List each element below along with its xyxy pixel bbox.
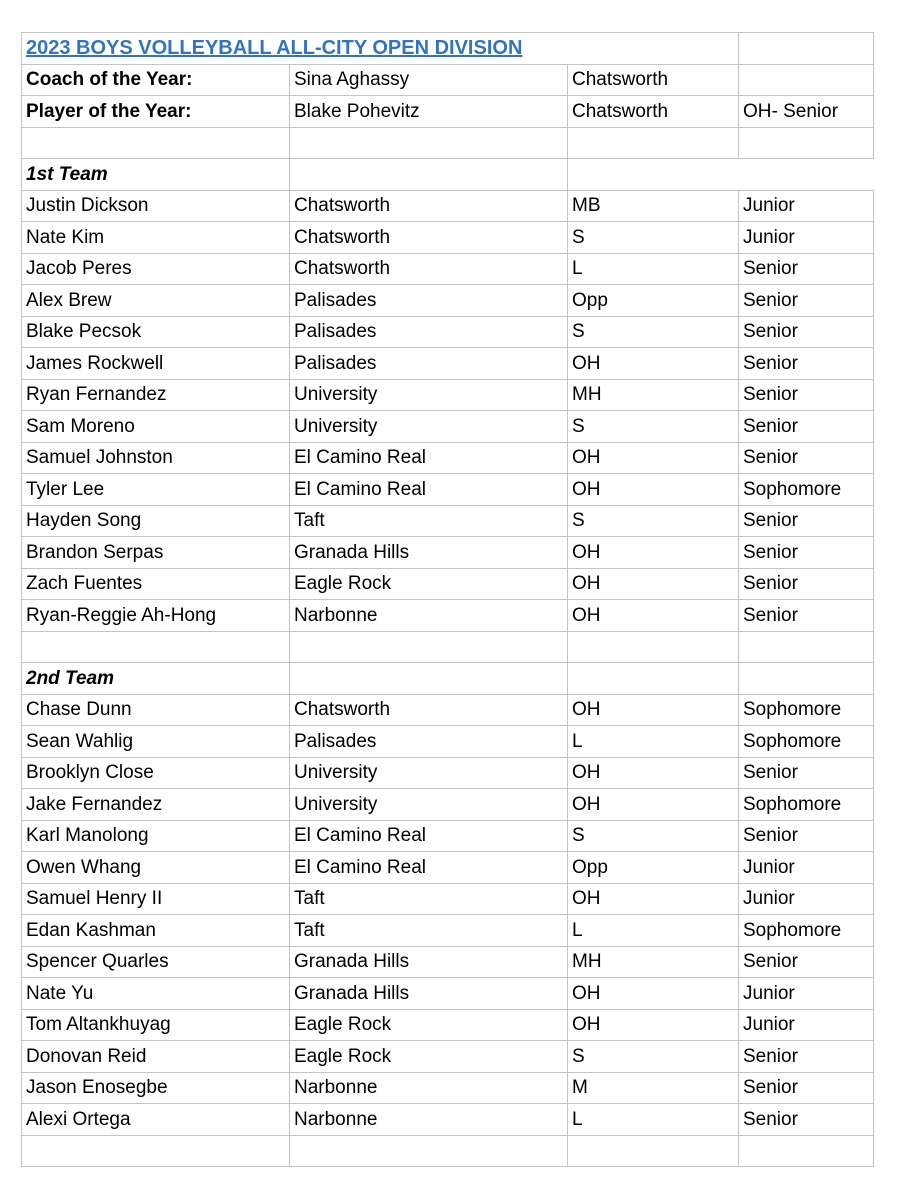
player-row	[22, 852, 874, 884]
player-year-cell[interactable]: Senior	[739, 348, 874, 380]
player-school-cell[interactable]: University	[290, 379, 568, 411]
player-school-cell[interactable]: University	[290, 789, 568, 821]
player-row	[22, 789, 874, 821]
empty-cell[interactable]	[290, 1135, 568, 1167]
player-school-cell[interactable]: Eagle Rock	[290, 1009, 568, 1041]
player-name-cell[interactable]: Edan Kashman	[22, 915, 290, 947]
player-position-cell[interactable]: MH	[568, 379, 739, 411]
empty-cell[interactable]	[568, 159, 739, 191]
player-name-cell[interactable]: Nate Yu	[22, 978, 290, 1010]
player-row	[22, 222, 874, 254]
player-name-cell[interactable]: Chase Dunn	[22, 694, 290, 726]
player-position-cell[interactable]: OH	[568, 1009, 739, 1041]
player-name-cell[interactable]: Justin Dickson	[22, 190, 290, 222]
section-heading-second-team[interactable]: 2nd Team	[22, 663, 290, 695]
player-name-cell[interactable]: Tyler Lee	[22, 474, 290, 506]
player-year-cell[interactable]: Junior	[739, 883, 874, 915]
player-position-cell[interactable]: S	[568, 1041, 739, 1073]
player-name-cell[interactable]: Nate Kim	[22, 222, 290, 254]
player-year-cell[interactable]: Junior	[739, 978, 874, 1010]
player-position-cell[interactable]: S	[568, 222, 739, 254]
player-name-cell[interactable]: Ryan Fernandez	[22, 379, 290, 411]
player-year-cell[interactable]: Senior	[739, 285, 874, 317]
player-position-cell[interactable]: L	[568, 726, 739, 758]
player-year-cell[interactable]: Senior	[739, 568, 874, 600]
player-school-cell[interactable]: Taft	[290, 505, 568, 537]
player-name-cell[interactable]: Karl Manolong	[22, 820, 290, 852]
empty-cell[interactable]	[739, 1135, 874, 1167]
empty-cell[interactable]	[568, 631, 739, 663]
player-year-cell[interactable]: Senior	[739, 1104, 874, 1136]
empty-cell[interactable]	[290, 663, 568, 695]
player-name-cell[interactable]: Spencer Quarles	[22, 946, 290, 978]
player-row	[22, 505, 874, 537]
award-label-cell[interactable]: Player of the Year:	[22, 96, 290, 128]
player-school-cell[interactable]: El Camino Real	[290, 474, 568, 506]
first-team-rows	[22, 190, 874, 631]
player-position-cell[interactable]: S	[568, 505, 739, 537]
empty-cell[interactable]	[739, 33, 874, 65]
empty-cell[interactable]	[739, 127, 874, 159]
player-school-cell[interactable]: Granada Hills	[290, 946, 568, 978]
player-position-cell[interactable]: OH	[568, 568, 739, 600]
empty-cell[interactable]	[290, 159, 568, 191]
player-row	[22, 379, 874, 411]
player-year-cell[interactable]: Sophomore	[739, 474, 874, 506]
title-row	[22, 33, 874, 65]
player-position-cell[interactable]: L	[568, 915, 739, 947]
player-school-cell[interactable]: Palisades	[290, 348, 568, 380]
section-heading-first-team[interactable]: 1st Team	[22, 159, 290, 191]
player-position-cell[interactable]: S	[568, 411, 739, 443]
title-cell[interactable]	[22, 33, 739, 65]
player-name-cell[interactable]: Donovan Reid	[22, 1041, 290, 1073]
award-row-coach	[22, 64, 874, 96]
player-school-cell[interactable]: Chatsworth	[290, 253, 568, 285]
player-year-cell[interactable]: Senior	[739, 505, 874, 537]
player-school-cell[interactable]: University	[290, 757, 568, 789]
player-position-cell[interactable]: OH	[568, 978, 739, 1010]
player-school-cell[interactable]: Taft	[290, 883, 568, 915]
spacer-row	[22, 1135, 874, 1167]
player-name-cell[interactable]: Blake Pecsok	[22, 316, 290, 348]
player-row	[22, 1104, 874, 1136]
player-position-cell[interactable]: OH	[568, 537, 739, 569]
all-city-roster-table	[21, 32, 874, 1167]
player-name-cell[interactable]: Hayden Song	[22, 505, 290, 537]
player-school-cell[interactable]: University	[290, 411, 568, 443]
player-position-cell[interactable]: OH	[568, 600, 739, 632]
empty-cell[interactable]	[568, 663, 739, 695]
player-name-cell[interactable]: James Rockwell	[22, 348, 290, 380]
player-school-cell[interactable]: Eagle Rock	[290, 1041, 568, 1073]
player-school-cell[interactable]: El Camino Real	[290, 442, 568, 474]
section-row-second-team	[22, 663, 874, 695]
empty-cell[interactable]	[22, 1135, 290, 1167]
section-row-first-team	[22, 159, 874, 191]
player-school-cell[interactable]: Granada Hills	[290, 978, 568, 1010]
player-name-cell[interactable]: Ryan-Reggie Ah-Hong	[22, 600, 290, 632]
player-row	[22, 442, 874, 474]
player-name-cell[interactable]: Jacob Peres	[22, 253, 290, 285]
player-position-cell[interactable]: L	[568, 1104, 739, 1136]
player-name-cell[interactable]: Zach Fuentes	[22, 568, 290, 600]
player-year-cell[interactable]: Senior	[739, 379, 874, 411]
player-school-cell[interactable]: Palisades	[290, 285, 568, 317]
award-row-player	[22, 96, 874, 128]
empty-cell[interactable]	[290, 127, 568, 159]
player-row	[22, 915, 874, 947]
second-team-rows	[22, 694, 874, 1135]
award-extra-cell[interactable]	[739, 64, 874, 96]
player-school-cell[interactable]: Palisades	[290, 726, 568, 758]
player-school-cell[interactable]: Eagle Rock	[290, 568, 568, 600]
player-row	[22, 820, 874, 852]
player-row	[22, 568, 874, 600]
player-row	[22, 757, 874, 789]
player-name-cell[interactable]: Alexi Ortega	[22, 1104, 290, 1136]
player-row	[22, 348, 874, 380]
player-year-cell[interactable]: Sophomore	[739, 694, 874, 726]
player-position-cell[interactable]: Opp	[568, 285, 739, 317]
player-row	[22, 1072, 874, 1104]
empty-cell[interactable]	[739, 631, 874, 663]
spacer-row	[22, 127, 874, 159]
player-name-cell[interactable]: Sean Wahlig	[22, 726, 290, 758]
player-year-cell[interactable]: Senior	[739, 600, 874, 632]
player-position-cell[interactable]: OH	[568, 883, 739, 915]
player-school-cell[interactable]: Chatsworth	[290, 694, 568, 726]
player-name-cell[interactable]: Alex Brew	[22, 285, 290, 317]
player-name-cell[interactable]: Brooklyn Close	[22, 757, 290, 789]
player-name-cell[interactable]: Tom Altankhuyag	[22, 1009, 290, 1041]
player-row	[22, 316, 874, 348]
player-year-cell[interactable]: Junior	[739, 1009, 874, 1041]
player-name-cell[interactable]: Samuel Henry II	[22, 883, 290, 915]
award-school-cell[interactable]: Chatsworth	[568, 96, 739, 128]
player-name-cell[interactable]: Sam Moreno	[22, 411, 290, 443]
spacer-row	[22, 631, 874, 663]
roster-table-body	[22, 33, 874, 191]
player-year-cell[interactable]: Junior	[739, 190, 874, 222]
player-row	[22, 1041, 874, 1073]
player-name-cell[interactable]: Jason Enosegbe	[22, 1072, 290, 1104]
player-row	[22, 883, 874, 915]
player-row	[22, 1009, 874, 1041]
player-position-cell[interactable]: L	[568, 253, 739, 285]
player-row	[22, 600, 874, 632]
player-row	[22, 190, 874, 222]
player-school-cell[interactable]: El Camino Real	[290, 852, 568, 884]
player-school-cell[interactable]: Narbonne	[290, 1104, 568, 1136]
player-position-cell[interactable]: MH	[568, 946, 739, 978]
player-school-cell[interactable]: Chatsworth	[290, 222, 568, 254]
section-break	[22, 631, 874, 694]
player-year-cell[interactable]: Senior	[739, 411, 874, 443]
trailing-rows	[22, 1135, 874, 1167]
award-school-cell[interactable]: Chatsworth	[568, 64, 739, 96]
player-year-cell[interactable]: Senior	[739, 537, 874, 569]
player-row	[22, 694, 874, 726]
empty-cell[interactable]	[22, 127, 290, 159]
player-school-cell[interactable]: Taft	[290, 915, 568, 947]
player-year-cell[interactable]: Senior	[739, 757, 874, 789]
award-name-cell[interactable]: Sina Aghassy	[290, 64, 568, 96]
player-school-cell[interactable]: El Camino Real	[290, 820, 568, 852]
player-name-cell[interactable]: Brandon Serpas	[22, 537, 290, 569]
award-name-cell[interactable]: Blake Pohevitz	[290, 96, 568, 128]
player-row	[22, 946, 874, 978]
player-row	[22, 978, 874, 1010]
player-year-cell[interactable]: Sophomore	[739, 915, 874, 947]
player-year-cell[interactable]: Senior	[739, 442, 874, 474]
player-position-cell[interactable]: OH	[568, 442, 739, 474]
player-row	[22, 474, 874, 506]
player-school-cell[interactable]: Palisades	[290, 316, 568, 348]
empty-cell[interactable]	[290, 631, 568, 663]
player-name-cell[interactable]: Jake Fernandez	[22, 789, 290, 821]
player-position-cell[interactable]: OH	[568, 694, 739, 726]
player-position-cell[interactable]: S	[568, 820, 739, 852]
empty-cell[interactable]	[568, 1135, 739, 1167]
document-title: 2023 BOYS VOLLEYBALL ALL-CITY OPEN DIVISION	[26, 37, 523, 60]
player-row	[22, 253, 874, 285]
player-year-cell[interactable]: Senior	[739, 820, 874, 852]
player-year-cell[interactable]: Senior	[739, 1072, 874, 1104]
player-name-cell[interactable]: Samuel Johnston	[22, 442, 290, 474]
player-year-cell[interactable]: Junior	[739, 852, 874, 884]
award-label-cell[interactable]: Coach of the Year:	[22, 64, 290, 96]
player-year-cell[interactable]: Senior	[739, 253, 874, 285]
player-position-cell[interactable]: OH	[568, 789, 739, 821]
player-school-cell[interactable]: Narbonne	[290, 1072, 568, 1104]
player-year-cell[interactable]: Senior	[739, 946, 874, 978]
award-extra-cell[interactable]: OH- Senior	[739, 96, 874, 128]
empty-cell[interactable]	[739, 663, 874, 695]
player-row	[22, 537, 874, 569]
player-position-cell[interactable]: S	[568, 316, 739, 348]
player-position-cell[interactable]: Opp	[568, 852, 739, 884]
player-position-cell[interactable]: OH	[568, 348, 739, 380]
player-row	[22, 411, 874, 443]
player-year-cell[interactable]: Sophomore	[739, 789, 874, 821]
player-school-cell[interactable]: Chatsworth	[290, 190, 568, 222]
player-year-cell[interactable]: Junior	[739, 222, 874, 254]
player-position-cell[interactable]: OH	[568, 757, 739, 789]
player-year-cell[interactable]: Senior	[739, 316, 874, 348]
player-year-cell[interactable]: Senior	[739, 1041, 874, 1073]
player-position-cell[interactable]: M	[568, 1072, 739, 1104]
player-name-cell[interactable]: Owen Whang	[22, 852, 290, 884]
player-school-cell[interactable]: Granada Hills	[290, 537, 568, 569]
empty-cell[interactable]	[22, 631, 290, 663]
empty-cell[interactable]	[568, 127, 739, 159]
player-row	[22, 726, 874, 758]
player-position-cell[interactable]: MB	[568, 190, 739, 222]
empty-cell[interactable]	[739, 159, 874, 191]
player-school-cell[interactable]: Narbonne	[290, 600, 568, 632]
player-row	[22, 285, 874, 317]
player-position-cell[interactable]: OH	[568, 474, 739, 506]
player-year-cell[interactable]: Sophomore	[739, 726, 874, 758]
